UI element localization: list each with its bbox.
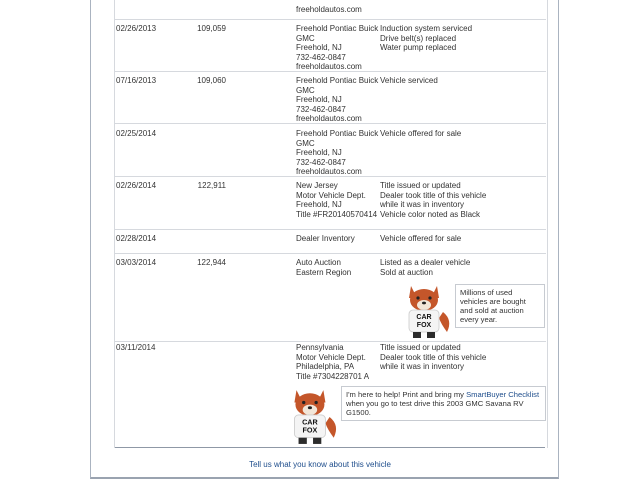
record-odometer: 109,059 — [197, 24, 226, 33]
source-line: Dealer Inventory — [296, 234, 355, 243]
help-callout-suffix: when you go to test drive this 2003 GMC Savana RV G1500. — [346, 399, 524, 417]
source-line: Title #7304228701 A — [296, 371, 370, 381]
comment-line: Water pump replaced — [380, 43, 457, 53]
record-comments — [380, 258, 470, 277]
table-row — [114, 181, 546, 230]
record-comments — [380, 129, 461, 139]
comment-line: Title issued or updated — [380, 343, 461, 352]
source-line: Freehold, NJ — [296, 43, 342, 53]
mascot-label-top: CAR — [302, 417, 318, 427]
source-line: New Jersey — [296, 181, 338, 190]
table-row — [114, 76, 546, 124]
source-line: GMC — [296, 85, 315, 95]
comment-line: while it was in inventory — [380, 200, 465, 210]
record-odometer: 109,060 — [197, 76, 226, 85]
record-comments — [380, 76, 438, 86]
comment-line: Vehicle color noted as Black — [380, 209, 481, 219]
source-line: Philadelphia, PA — [296, 362, 355, 372]
record-date: 03/03/2014 — [116, 258, 157, 267]
source-line: 732-462-0847 — [296, 157, 346, 167]
comment-line: while it was in inventory — [380, 362, 465, 372]
source-line: freeholdautos.com — [296, 62, 362, 72]
comment-line: Listed as a dealer vehicle — [380, 258, 471, 267]
help-callout — [341, 386, 546, 421]
record-source — [296, 5, 362, 15]
record-odometer: 122,944 — [197, 258, 226, 267]
source-line: Freehold, NJ — [296, 95, 342, 105]
auction-callout-text: Millions of used vehicles are bought and sold at auction every year. — [460, 288, 526, 324]
mascot-label-bottom: FOX — [302, 425, 318, 435]
source-line: GMC — [296, 138, 315, 148]
carfox-mascot-icon — [282, 386, 342, 446]
source-line: freeholdautos.com — [296, 5, 362, 14]
source-line: Eastern Region — [296, 267, 352, 277]
mascot-label-top: CAR — [416, 314, 432, 321]
source-line: GMC — [296, 33, 315, 43]
record-source — [296, 76, 378, 124]
source-line: 732-462-0847 — [296, 104, 346, 114]
table-row — [114, 24, 546, 72]
record-source — [296, 129, 378, 177]
table-row — [114, 234, 546, 254]
record-comments — [380, 343, 486, 372]
source-line: Auto Auction — [296, 258, 341, 267]
table-bottom-divider — [115, 447, 545, 448]
record-date: 02/25/2014 — [116, 129, 157, 138]
record-comments — [380, 234, 461, 244]
record-comments — [380, 24, 472, 53]
record-source — [296, 343, 369, 381]
source-line: Motor Vehicle Dept. — [296, 190, 366, 200]
comment-line: Drive belt(s) replaced — [380, 33, 457, 43]
source-line: Freehold Pontiac Buick — [296, 76, 379, 85]
record-source — [296, 181, 377, 219]
comment-line: Sold at auction — [380, 267, 433, 277]
record-source — [296, 234, 355, 244]
record-date: 07/16/2013 — [116, 76, 157, 85]
comment-line: Title issued or updated — [380, 181, 461, 190]
comment-line: Dealer took title of this vehicle — [380, 352, 487, 362]
comment-line: Induction system serviced — [380, 24, 473, 33]
record-date: 02/26/2014 — [116, 181, 157, 190]
source-line: Freehold Pontiac Buick — [296, 129, 379, 138]
source-line: freeholdautos.com — [296, 114, 362, 124]
table-row — [114, 129, 546, 177]
source-line: 732-462-0847 — [296, 52, 346, 62]
feedback-link[interactable]: Tell us what you know about this vehicle — [249, 460, 391, 469]
comment-line: Dealer took title of this vehicle — [380, 190, 487, 200]
comment-line: Vehicle offered for sale — [380, 234, 462, 243]
source-line: Title #FR20140570414 — [296, 209, 378, 219]
record-date: 02/28/2014 — [116, 234, 157, 243]
record-source — [296, 258, 351, 277]
record-date: 02/26/2013 — [116, 24, 157, 33]
comment-line: Vehicle serviced — [380, 76, 438, 85]
smartbuyer-checklist-link[interactable]: SmartBuyer Checklist — [466, 390, 540, 399]
help-callout-prefix: I'm here to help! Print and bring my — [346, 390, 464, 399]
source-line: Pennsylvania — [296, 343, 344, 352]
source-line: Freehold Pontiac Buick — [296, 24, 379, 33]
source-line: freeholdautos.com — [296, 167, 362, 177]
comment-line: Vehicle offered for sale — [380, 129, 462, 138]
mascot-label-bottom: FOX — [416, 322, 432, 329]
record-date: 03/11/2014 — [116, 343, 156, 352]
source-line: Motor Vehicle Dept. — [296, 352, 366, 362]
source-line: Freehold, NJ — [296, 148, 342, 158]
carfox-mascot-icon — [397, 282, 455, 340]
auction-callout — [455, 284, 545, 328]
record-odometer: 122,911 — [197, 181, 226, 190]
record-source — [296, 24, 378, 72]
table-row — [114, 5, 546, 20]
source-line: Freehold, NJ — [296, 200, 342, 210]
record-comments — [380, 181, 486, 219]
